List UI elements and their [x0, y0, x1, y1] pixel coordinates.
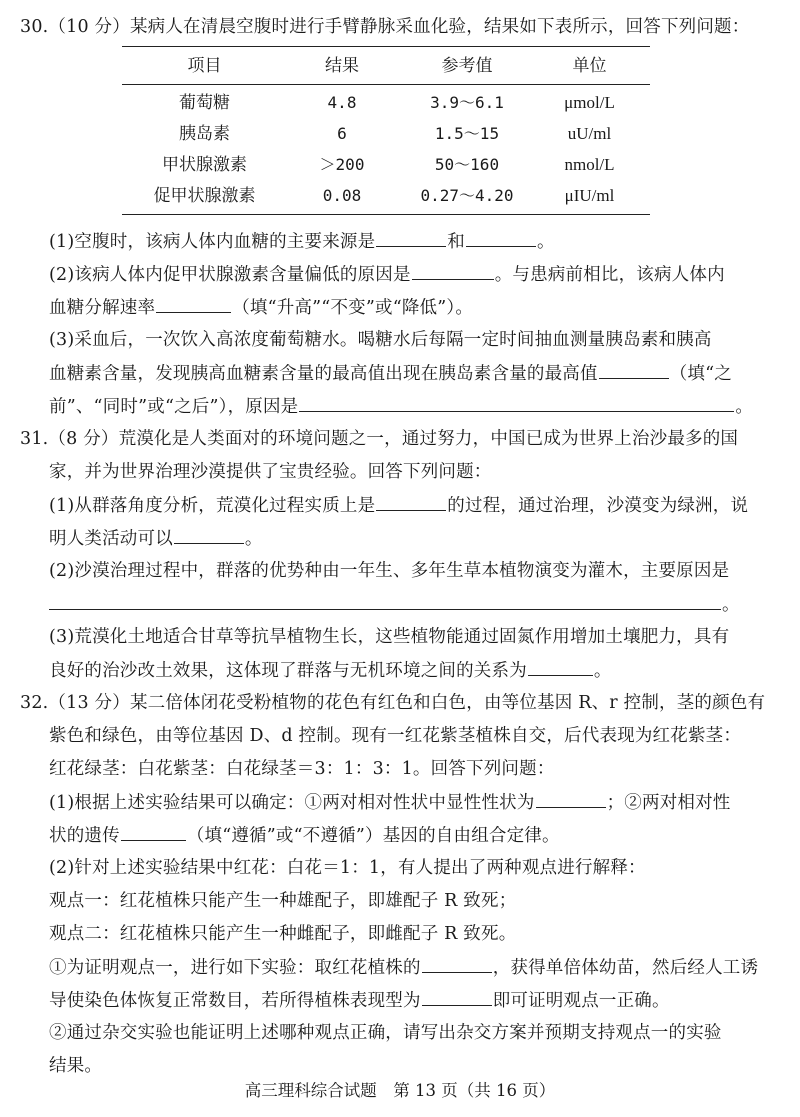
q30-part1: (1)空腹时，该病人体内血糖的主要来源是 和 。 [49, 229, 555, 254]
table-cell: 甲状腺激素 [162, 155, 247, 175]
table-cell: 促甲状腺激素 [153, 186, 256, 206]
table-cell: μmol/L [564, 93, 615, 112]
table-cell: μIU/ml [564, 186, 615, 205]
q31-part3-line2: 良好的治沙改土效果，这体现了群落与无机环境之间的关系为 。 [49, 658, 612, 683]
q31-part3-line1: (3)荒漠化土地适合甘草等抗旱植物生长，这些植物能通过固氮作用增加土壤肥力，具有 [49, 627, 730, 647]
answer-blank[interactable] [599, 361, 669, 379]
answer-blank[interactable] [174, 526, 244, 544]
q31-part1-line1: (1)从群落角度分析，荒漠化过程实质上是 的过程，通过治理，沙漠变为绿洲，说 [49, 493, 748, 518]
answer-blank[interactable] [536, 790, 606, 808]
q32-step1-line2: 导使染色体恢复正常数目，若所得植株表现型为 即可证明观点一正确。 [49, 988, 670, 1013]
q30-part3-line3: 前”、“同时”或“之后”），原因是 。 [49, 394, 753, 419]
table-cell: 4.8 [327, 93, 357, 112]
q32-part1-line2: 状的遗传 （填“遵循”或“不遵循”）基因的自由组合定律。 [49, 823, 560, 848]
q32-view1: 观点一：红花植株只能产生一种雄配子，即雄配子 R 致死； [49, 891, 517, 911]
q32-stem-line2: 紫色和绿色，由等位基因 D、d 控制。现有一红花紫茎植株自交，后代表现为红花紫茎： [49, 726, 742, 746]
table-header-rule [122, 84, 650, 85]
q32-step2-line1: ②通过杂交实验也能证明上述哪种观点正确，请写出杂交方案并预期支持观点一的实验 [49, 1023, 722, 1043]
q30-stem: 30.（10 分）某病人在清晨空腹时进行手臂静脉采血化验，结果如下表所示，回答下列问题： [20, 17, 750, 37]
q31-stem-line1: 31.（8 分）荒漠化是人类面对的环境问题之一，通过努力，中国已成为世界上治沙最多的国 [20, 429, 739, 449]
table-cell: 3.9～6.1 [430, 93, 504, 112]
q32-stem-line1: 32.（13 分）某二倍体闭花受粉植物的花色有红色和白色，由等位基因 R、r 控制，茎的颜色有 [20, 693, 766, 713]
table-cell: 1.5～15 [434, 124, 500, 143]
table-cell: 0.08 [322, 186, 362, 205]
table-cell: uU/ml [567, 124, 612, 143]
answer-blank[interactable] [466, 229, 536, 247]
table-cell: 6 [337, 124, 347, 143]
q31-part2-line2: 。 [49, 592, 740, 617]
table-cell: 0.27～4.20 [420, 186, 514, 205]
table-cell: 葡萄糖 [179, 93, 230, 113]
table-cell: ＞200 [319, 155, 365, 174]
answer-blank[interactable] [376, 493, 446, 511]
q30-part3-line2: 血糖素含量，发现胰高血糖素含量的最高值出现在胰岛素含量的最高值 （填“之 [49, 361, 732, 386]
q32-part1-line1: (1)根据上述实验结果可以确定：①两对相对性状中显性性状为 ；②两对相对性 [49, 790, 731, 815]
q32-step1-line1: ①为证明观点一，进行如下实验：取红花植株的 ，获得单倍体幼苗，然后经人工诱 [49, 955, 758, 980]
answer-blank[interactable] [422, 955, 492, 973]
q31-part2-line1: (2)沙漠治理过程中，群落的优势种由一年生、多年生草本植物演变为灌木，主要原因是 [49, 561, 730, 581]
q30-part3-line1: (3)采血后，一次饮入高浓度葡萄糖水。喝糖水后每隔一定时间抽血测量胰岛素和胰高 [49, 330, 712, 350]
q31-stem-line2: 家，并为世界治理沙漠提供了宝贵经验。回答下列问题： [49, 462, 492, 482]
answer-blank[interactable] [49, 592, 721, 610]
answer-blank[interactable] [422, 988, 492, 1006]
table-bottom-rule [122, 214, 650, 215]
table-cell: 胰岛素 [179, 124, 230, 144]
table-header-result: 结果 [325, 56, 359, 76]
table-header-reference: 参考值 [441, 56, 493, 76]
table-header-unit: 单位 [572, 56, 607, 75]
answer-blank[interactable] [156, 295, 231, 313]
table-cell: nmol/L [564, 155, 615, 174]
q32-part2: (2)针对上述实验结果中红花：白花＝1：1，有人提出了两种观点进行解释： [49, 858, 646, 878]
answer-blank[interactable] [376, 229, 446, 247]
q30-part2-line2: 血糖分解速率 （填“升高”“不变”或“降低”）。 [49, 295, 473, 320]
answer-blank[interactable] [299, 394, 734, 412]
q31-part1-line2: 明人类活动可以 。 [49, 526, 263, 551]
answer-blank[interactable] [528, 658, 593, 676]
answer-blank[interactable] [121, 823, 186, 841]
table-header-item: 项目 [187, 56, 222, 76]
answer-blank[interactable] [412, 262, 494, 280]
table-cell: 50～160 [434, 155, 500, 174]
q30-part2-line1: (2)该病人体内促甲状腺激素含量偏低的原因是 。与患病前相比，该病人体内 [49, 262, 725, 287]
q32-stem-line3: 红花绿茎：白花紫茎：白花绿茎＝3：1：3：1。回答下列问题： [49, 759, 555, 779]
q32-step2-line2: 结果。 [49, 1056, 103, 1076]
page-footer: 高三理科综合试题 第 13 页（共 16 页） [244, 1081, 556, 1100]
q32-view2: 观点二：红花植株只能产生一种雌配子，即雌配子 R 致死。 [49, 924, 517, 944]
table-top-rule [122, 46, 650, 47]
